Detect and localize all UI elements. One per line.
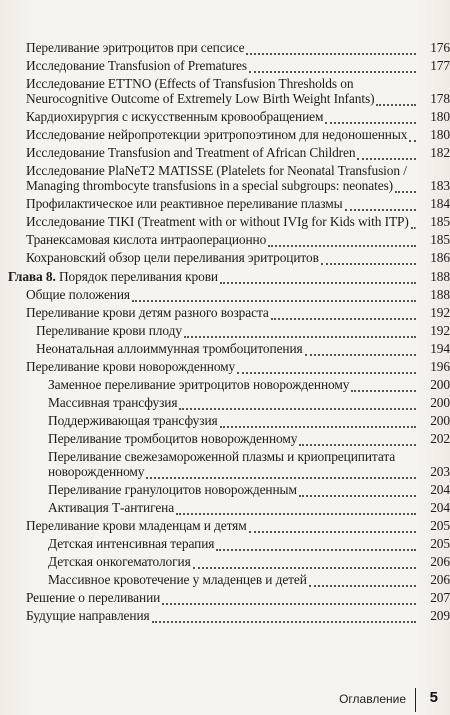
entry-title [48, 431, 297, 446]
leader-dots [271, 314, 416, 320]
entry-title [48, 413, 218, 428]
entry-text: Кардиохирургия с искусственным кровообращением [26, 109, 324, 124]
entry-text: Переливание крови новорожденному [26, 359, 236, 374]
entry-text: Общие положения [26, 287, 130, 302]
entry-text: Переливание свежезамороженной плазмы и криопреципитата новорожденному [48, 449, 396, 479]
entry-page-number: 184 [430, 196, 450, 211]
entry-text: Массивная трансфузия [48, 395, 178, 410]
entry-page-number: 188 [430, 269, 450, 284]
entry-text: Профилактическое или реактивное переливание плазмы [26, 196, 343, 211]
entry-page-number: 200 [430, 377, 450, 392]
entry-page-number: 204 [430, 500, 450, 515]
toc-entry [0, 359, 450, 374]
entry-text: Исследование PlaNeT2 MATISSE (Platelets for Neonatal Transfusion / Managing thrombocyte transfusions in a special subgroups: neonates) [26, 163, 407, 193]
chapter-label: Глава 8. [8, 269, 56, 284]
toc-entry [0, 449, 450, 479]
entry-page-number: 207 [430, 590, 450, 605]
leader-dots [411, 223, 416, 229]
entry-page-number: 203 [430, 464, 450, 479]
entry-text: Транексамовая кислота интраоперационно [26, 232, 267, 247]
entry-title [26, 58, 247, 73]
entry-page-number: 200 [430, 395, 450, 410]
entry-title [26, 163, 407, 193]
entry-page-number: 185 [430, 214, 450, 229]
leader-dots [325, 118, 416, 124]
toc-entry [0, 145, 450, 160]
entry-text: Исследование Transfusion and Treatment of African Children [26, 145, 356, 160]
leader-dots [357, 154, 416, 160]
entry-page-number: 188 [430, 287, 450, 302]
table-of-contents [0, 40, 450, 626]
leader-dots [299, 440, 416, 446]
entry-page-number: 194 [430, 341, 450, 356]
leader-dots [220, 422, 416, 428]
entry-title [26, 250, 319, 265]
entry-text: Активация Т-антигена [48, 500, 175, 515]
entry-title [48, 377, 349, 392]
leader-dots [132, 296, 416, 302]
entry-page-number: 192 [430, 323, 450, 338]
entry-title [48, 572, 307, 587]
entry-title [36, 341, 303, 356]
leader-dots [176, 509, 416, 515]
entry-page-number: 180 [430, 109, 450, 124]
entry-page-number: 204 [430, 482, 450, 497]
toc-entry [0, 163, 450, 193]
leader-dots [146, 473, 416, 479]
leader-dots [309, 581, 416, 587]
entry-page-number: 206 [430, 554, 450, 569]
footer-separator [415, 688, 417, 712]
entry-text: Переливание гранулоцитов новорожденным [48, 482, 297, 497]
entry-title [48, 395, 177, 410]
entry-page-number: 178 [430, 91, 450, 106]
toc-entry [0, 323, 450, 338]
leader-dots [216, 545, 416, 551]
entry-page-number: 200 [430, 413, 450, 428]
entry-page-number: 205 [430, 518, 450, 533]
leader-dots [220, 278, 416, 284]
leader-dots [321, 259, 416, 265]
toc-entry [0, 377, 450, 392]
entry-text: Кохрановский обзор цели переливания эритроцитов [26, 250, 319, 265]
entry-text: Исследование ETTNO (Effects of Transfusion Thresholds on Neurocognitive Outcome of Extremely Low Birth Weight Infants) [26, 76, 375, 106]
toc-entry [0, 305, 450, 320]
leader-dots [249, 67, 416, 73]
page-footer [0, 688, 450, 712]
leader-dots [237, 368, 416, 374]
entry-title [26, 145, 355, 160]
entry-text: Переливание крови младенцам и детям [26, 518, 247, 533]
entry-title [26, 287, 130, 302]
toc-entry [0, 341, 450, 356]
entry-title [48, 482, 297, 497]
entry-title [48, 554, 191, 569]
toc-entry [0, 58, 450, 73]
entry-title [26, 196, 343, 211]
toc-entry [0, 127, 450, 142]
entry-text: Исследование нейропротекции эритропоэтином для недоношенных [26, 127, 408, 142]
leader-dots [162, 599, 416, 605]
leader-dots [268, 241, 416, 247]
entry-page-number: 176 [430, 40, 450, 55]
entry-text: Решение о переливании [26, 590, 161, 605]
entry-text: Переливание крови плоду [36, 323, 182, 338]
toc-entry [0, 500, 450, 515]
entry-text: Детская интенсивная терапия [48, 536, 215, 551]
entry-page-number: 205 [430, 536, 450, 551]
entry-page-number: 209 [430, 608, 450, 623]
toc-entry [0, 536, 450, 551]
entry-title [26, 590, 160, 605]
footer-section-label: Оглавление [339, 692, 406, 706]
entry-page-number: 182 [430, 145, 450, 160]
entry-page-number: 180 [430, 127, 450, 142]
entry-title [26, 359, 235, 374]
toc-entry [0, 572, 450, 587]
leader-dots [395, 187, 416, 193]
toc-entry [0, 250, 450, 265]
entry-title [26, 109, 323, 124]
entry-title [48, 500, 174, 515]
toc-entry [0, 608, 450, 623]
entry-page-number: 186 [430, 250, 450, 265]
entry-page-number: 206 [430, 572, 450, 587]
toc-entry [0, 590, 450, 605]
entry-title [26, 232, 266, 247]
leader-dots [376, 100, 416, 106]
toc-entry [0, 76, 450, 106]
entry-title [26, 76, 374, 106]
leader-dots [409, 136, 416, 142]
entry-page-number: 192 [430, 305, 450, 320]
leader-dots [351, 386, 416, 392]
entry-title [26, 305, 269, 320]
leader-dots [246, 49, 416, 55]
leader-dots [193, 563, 416, 569]
leader-dots [179, 404, 416, 410]
entry-title [26, 40, 244, 55]
entry-title [26, 214, 409, 229]
toc-entry [0, 232, 450, 247]
page-number: 5 [429, 689, 438, 706]
entry-title [48, 536, 214, 551]
entry-text: Массивное кровотечение у младенцев и детей [48, 572, 307, 587]
entry-text: Исследование Transfusion of Prematures [26, 58, 248, 73]
entry-text: Будущие направления [26, 608, 150, 623]
entry-page-number: 185 [430, 232, 450, 247]
toc-entry [0, 413, 450, 428]
entry-page-number: 202 [430, 431, 450, 446]
toc-entry [0, 518, 450, 533]
entry-page-number: 183 [430, 178, 450, 193]
entry-text: Неонатальная аллоиммунная тромбоцитопения [36, 341, 303, 356]
toc-entry [0, 40, 450, 55]
entry-text: Поддерживающая трансфузия [48, 413, 218, 428]
entry-text: Исследование TIKI (Treatment with or without IVIg for Kids with ITP) [26, 214, 409, 229]
entry-text: Детская онкогематология [48, 554, 191, 569]
toc-entry [0, 214, 450, 229]
toc-entry [0, 395, 450, 410]
toc-entry [0, 554, 450, 569]
entry-text: Заменное переливание эритроцитов новорожденному [48, 377, 350, 392]
entry-text: Переливание крови детям разного возраста [26, 305, 269, 320]
entry-text: Переливание эритроцитов при сепсисе [26, 40, 245, 55]
entry-text: Порядок переливания крови [58, 269, 218, 284]
entry-title [36, 323, 182, 338]
leader-dots [299, 491, 416, 497]
entry-text: Переливание тромбоцитов новорожденному [48, 431, 298, 446]
entry-title [26, 608, 150, 623]
toc-entry [0, 482, 450, 497]
toc-entry [0, 431, 450, 446]
entry-title [26, 518, 247, 533]
leader-dots [152, 617, 416, 623]
toc-entry [0, 109, 450, 124]
leader-dots [345, 205, 416, 211]
entry-page-number: 177 [430, 58, 450, 73]
chapter-entry [0, 269, 450, 284]
leader-dots [305, 350, 416, 356]
toc-entry [0, 196, 450, 211]
toc-entry [0, 287, 450, 302]
entry-title [8, 269, 218, 284]
leader-dots [184, 332, 416, 338]
entry-title [26, 127, 407, 142]
entry-page-number: 196 [430, 359, 450, 374]
leader-dots [249, 527, 416, 533]
